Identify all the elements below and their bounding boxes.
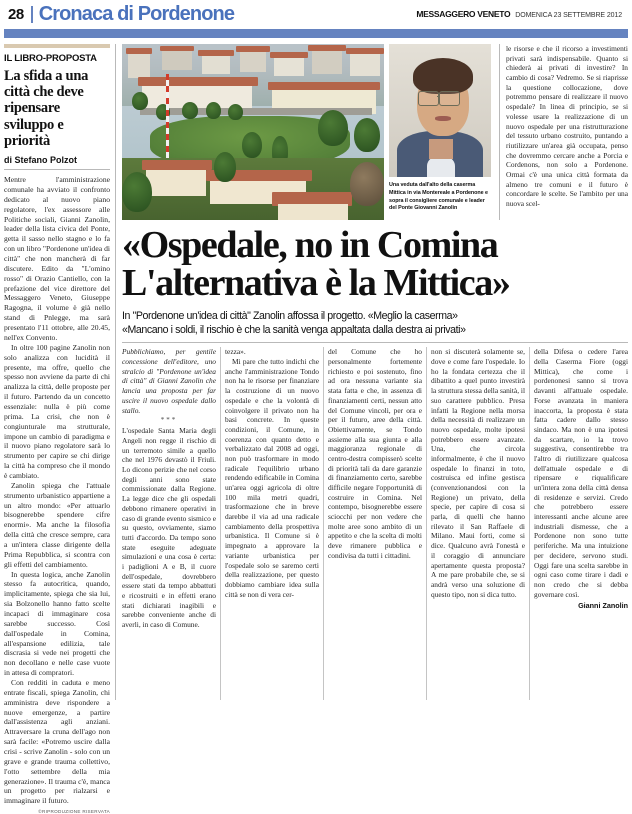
masthead-divider — [31, 6, 33, 23]
photo-building — [162, 48, 192, 70]
photo-tree — [354, 118, 380, 152]
photo-roof — [270, 52, 308, 58]
paragraph: non si discuterà solamente se, dove e come fare l'ospedale. Io ho la fondata certezza che il dibattito a quel punto investirà la struttura stessa della sanità, il suo carattere pubblico. Presa infatti la Regione nella morsa della necessità di realizzare un nuovo ospedale, molte ipotesi potrebbero essere avanzate. Una, che circola informalmente, è che il nuovo ospedale lo finanzi in toto, costruisca ed infine gestisca (convenzionandosi con la Regione) un privato, della specie, per capire di cosa si parla, di quelli che hanno rilevato il San Raffaele di Milano. Maui forti, come si dice. Qualcuno avrà l'onestà e il coraggio di annunciare apertamente questa proposta? A me pare probabile che, se si andrà verso una soluzione di questo tipo, non si dica tutto. — [431, 347, 525, 599]
article-headline — [122, 220, 628, 302]
photo-roof — [268, 82, 380, 90]
paragraph: In oltre 100 pagine Zanolin non solo analizza con lucidità il presente, ma offre, quello che spesso non avviene da parte di chi analizza la città, delle proposte per il futuro. Partendo da un concetto essenziale: nulla è più come prima. La crisi, che non è congiunturale ma strutturale, impone un cambio di paradigma e il nuovo piano regolatore sarà lo strumento per capire se chi dirige la città ha compreso che il mondo è cambiato. — [4, 342, 110, 480]
text-column-1 — [122, 347, 221, 700]
photo-roof — [198, 50, 234, 56]
photo-tree — [122, 172, 152, 212]
photo-roof — [138, 77, 258, 86]
subhead-line-1: In "Pordenone un'idea di città" Zanolin affossa il progetto. «Meglio la caserma» — [122, 310, 458, 323]
portrait-neck — [429, 139, 453, 159]
photo-tree — [228, 104, 243, 120]
paragraph: Zanolin spiega che l'attuale strumento urbanistico appartiene a un altro mondo: «Per attuarlo bisognerebbe spendere cifre enormi». Ma anche la filosofia della città che cresce sempre, cara a un'intera classe dirigente della Prima Repubblica, si scontra con gli effetti del cambiamento. — [4, 480, 110, 569]
paragraph: le risorse e che il ricorso a investimenti privati sarà indispensabile. Quanto si chiederà ai privati di investire? In cambio di cosa? Vedremo. Se si riaprisse la questione collocazione, dove potremmo pensare di realizzare il nuovo ospedale? In linea di principio, se si volesse usare la realizzazione di un nuovo ospedale per una ristrutturazione del tessuto urbano costruito, puntando a riutilizzare un'area già occupata, penso che dovremmo cercare anche a Porcia e Cordenons, non solo a Pordenone. Ormai c'è una unica città formata da almeno tre comuni e il futuro è concordare le scelte. Se l'ambito per una nuova scel- — [506, 44, 628, 208]
photo-roof — [346, 48, 384, 54]
kicker-rule — [4, 44, 110, 48]
section-break: *** — [160, 416, 178, 425]
article-body-columns — [122, 343, 628, 700]
headline-line-1: «Ospedale, no in Comina — [122, 224, 498, 266]
headline-line-2: L'alternativa è la Mittica» — [122, 261, 510, 304]
left-headline: La sfida a una città che deve ripensare sviluppo e priorità — [4, 68, 89, 149]
photo-tree — [242, 132, 262, 158]
article-signature: Gianni Zanolin — [578, 601, 628, 611]
photo-roof — [126, 48, 152, 54]
article-subhead — [122, 302, 628, 342]
aerial-photo — [122, 44, 384, 220]
left-rail-article — [4, 44, 116, 814]
paper-name: MESSAGGERO VENETO — [416, 9, 511, 19]
photo-roof — [308, 45, 346, 51]
masthead-right — [416, 9, 624, 19]
left-body-text — [4, 175, 110, 806]
photo-roof — [142, 160, 212, 170]
photo-building — [350, 52, 380, 76]
paragraph: della Difesa o cedere l'area della Caserma Fiore (oggi Mittica), che come i pordenonesi sanno si trova davanti all'attuale ospedale. Forse avanzata in maniera inaccorta, la proposta è stata fatta cadere dallo stesso sindaco. Ma non è una ipotesi da scartare, io la trovo suggestiva, consentirebbe tra l'altro di riutilizzare qualcosa dell'attuale ospedale e di ripensare e riqualificare un'intera zona della città densa di residenze e servizi. Credo che potrebbero essere interessanti anche alcune aree industriali dismesse, che a Pordenone non sono tutte periferiche. Ma una intuizione per decidere, servono studi. Oggi fare una scelta sarebbe in ogni caso come tirare i dadi e non credo che si debba governare così. — [534, 347, 628, 599]
glasses-right-lens-icon — [439, 91, 460, 106]
paragraph: L'ospedale Santa Maria degli Angeli non regge il rischio di un terremoto simile a quello che nel 1976 devastò il Friuli. Lo dicono perizie che nel corso degli anni sono state commissionate dalla Regione. La legge dice che gli ospedali debbono rimanere operativi in caso di grande evento sismico e su questo, ovviamente, siamo tutti d'accordo. Da tempo sono state eseguite adeguate simulazioni e una cosa è certa: i padiglioni A e B, il cuore dell'ospedale, dovrebbero essere stati da tempo abbattuti e ricostruiti e in effetti erano stati dichiarati inagibili e sarebbe conveniente anche di averli, in caso di Comune. — [122, 426, 216, 630]
paragraph: Con redditi in caduta e meno entrate fiscali, spiega Zanolin, chi amministra deve rispondere a nuove emergenze, a partire dall'assistenza agli anziani. Attraversare la cruna dell'ago non sarà facile: «Potremo uscire dalla crisi - scrive Zanolin - solo con un grave e grande trauma collettivo, l'otto settembre della mia generazione». Il trauma c'è, manca un progetto per rialzarsi e immaginare il futuro. — [4, 678, 110, 806]
text-column-5 — [530, 347, 628, 700]
left-kicker: IL LIBRO-PROPOSTA — [4, 53, 97, 64]
publication-date: DOMENICA 23 SETTEMBRE 2012 — [515, 12, 622, 19]
side-text-column — [499, 44, 628, 220]
portrait-photo — [389, 44, 491, 177]
photo-tree — [318, 110, 348, 146]
portrait-hair — [413, 58, 473, 94]
copyright-notice: ©RIPRODUZIONE RISERVATA — [38, 809, 110, 814]
paragraph: Mi pare che tutto indichi che anche l'amministrazione Tondo non ha le risorse per finanziare la costruzione di un nuovo ospedale e che la volontà di coinvolgere il privato non ha basi concrete. In queste condizioni, il Comune, in coerenza con quanto detto e verbalizzato dal 2008 ad oggi, non può trasformare in modo radicale l'equilibrio urbano rendendo edificabile in Comina un'area oggi agricola di oltre 100 mila metri quadri, trasformazione che in breve darebbe il via ad una radicale cambiamento della prospettiva urbanistica. Il Comune si è impegnato a approvare la variante urbanistica per l'ospedale solo se saremo certi della realizzazione, per questo dobbiamo cambiare idea sulla città se non di vera cer- — [225, 357, 319, 599]
photo-building — [278, 204, 348, 220]
glasses-bridge-icon — [437, 96, 440, 97]
paragraph: del Comune che ho personalmente fortemente richiesto e poi sostenuto, fino ad ora nessuna variante sia stata fatta e che, in assenza di finanziamenti certi, nessun atto del Comune vincoli, per ora e per il futuro, aree della città. Obiettivamente, se Tondo assieme alla sua giunta e alla maggioranza regionale di centro-destra compisserò scelte di priorità tali da dare garanzie di finanziamento certo, sarebbe difficile negare l'opportunità di costruire in Comina. Nel contempo, bisognerebbe essere sciocchi per non vedere che molte aree sono ambito di un appetito e che la scelta di molti deve rimanere pubblica e condivisa da tutti i cittadini. — [328, 347, 422, 560]
masthead-blue-rule — [4, 29, 628, 38]
glasses-left-lens-icon — [418, 91, 439, 106]
photo-row — [122, 44, 628, 220]
paragraph: Mentre l'amministrazione comunale ha avviato il confronto dedicato al nuovo piano regolatore, l'ex assessore alle Politiche sociali, Gianni Zanolin, leader della lista civica del Ponte, getta il sasso nello stagno e lo fa con un libro "Pordenone un'idea di città" che non mancherà di far discutere. Edito da "L'omino rosso" di Orazio Cantiello, con la prefazione del vice direttore del Messaggero Veneto, Giuseppe Ragogna, il volume è già nello stand di Pnlegge, ma sarà presentato l'11 ottobre, alle 20.45, nell'ex Convento. — [4, 175, 110, 342]
photo-building — [146, 166, 206, 196]
section-title: Cronaca di Pordenone — [38, 2, 235, 25]
masthead — [0, 0, 632, 28]
photo-caption: Una veduta dall'alto della caserma Mittica in via Montereale a Pordenone e sopra il consigliere comunale e leader del Ponte Giovanni Zanolin — [389, 182, 489, 212]
photo-building — [128, 52, 150, 78]
photo-building — [274, 56, 304, 76]
photo-building — [312, 48, 342, 74]
paragraph: In questa logica, anche Zanolin stesso fa autocritica, quando, implicitamente, spiega che sia lui, sia Bolzonello hanno fatto scelte incapaci di immaginare cosa sarebbe successo. Così dall'ospedale in Comina, all'espansione edilizia, tale discrasia si vede nei progetti che non decollano e nelle case vuote in attesa di compratori. — [4, 569, 110, 678]
page-number: 28 — [8, 5, 24, 23]
photo-roof — [236, 46, 270, 52]
photo-building — [202, 54, 230, 74]
intro-paragraph: Pubblichiamo, per gentile concessione dell'editore, uno stralcio di "Pordenone un'idea di città" di Gianni Zanolin che lancia una proposta per far uscire il nuovo ospedale dallo stallo. — [122, 347, 216, 415]
portrait-block — [389, 44, 491, 220]
photo-roof — [160, 46, 194, 51]
photo-tree — [182, 102, 198, 119]
subhead-line-2: «Mancano i soldi, il rischio è che la sanità venga appaltata dalla destra ai privati» — [122, 324, 466, 337]
paragraph: tezza». — [225, 347, 246, 357]
portrait-mouth — [435, 116, 451, 121]
photo-tree — [214, 152, 236, 182]
photo-building — [240, 50, 266, 72]
photo-tree — [350, 162, 384, 206]
photo-tree — [206, 102, 221, 119]
photo-tree — [132, 92, 148, 110]
text-column-4 — [427, 347, 530, 700]
page-body — [0, 38, 632, 814]
text-column-2 — [221, 347, 324, 700]
left-byline: di Stefano Polzot — [4, 155, 110, 170]
text-column-3 — [324, 347, 427, 700]
main-article — [116, 44, 628, 700]
